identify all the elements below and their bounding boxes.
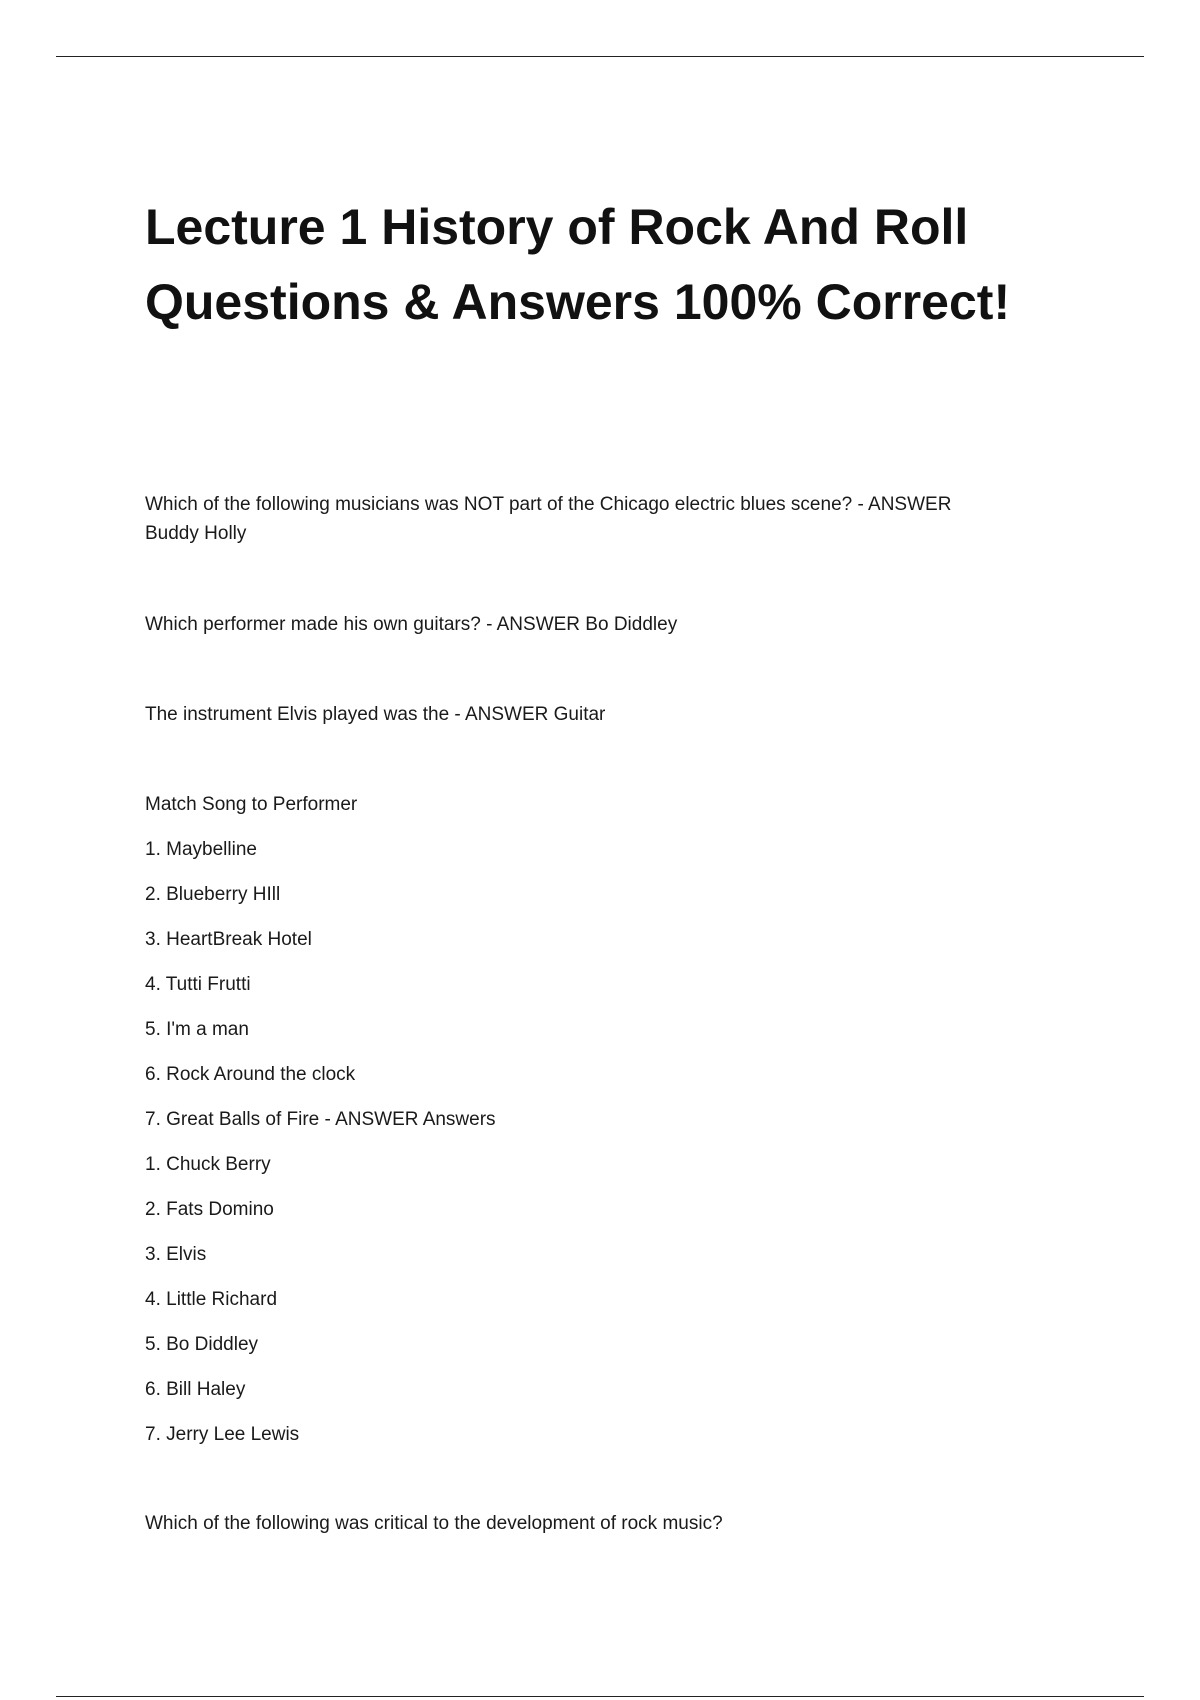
qa-item (145, 700, 1025, 729)
answer-item: 4. Little Richard (145, 1289, 278, 1310)
song-item: 4. Tutti Frutti (145, 974, 251, 995)
song-item: 5. I'm a man (145, 1019, 249, 1040)
qa-item (145, 1509, 1025, 1538)
question-text: Which of the following musicians was NOT part of the Chicago electric blues scene? - ANSWER (145, 494, 952, 515)
song-item: 2. Blueberry HIll (145, 884, 281, 905)
answer-item: 1. Chuck Berry (145, 1154, 271, 1175)
title-line-2: Questions & Answers 100% Correct! (145, 274, 1011, 330)
song-item: 1. Maybelline (145, 839, 257, 860)
document-title (145, 190, 1125, 340)
question-answer-text: Which performer made his own guitars? - ANSWER Bo Diddley (145, 614, 678, 635)
header-rule (56, 56, 1144, 57)
song-item: 3. HeartBreak Hotel (145, 929, 312, 950)
answer-item: 5. Bo Diddley (145, 1334, 259, 1355)
match-section (145, 790, 1025, 1449)
title-line-1: Lecture 1 History of Rock And Roll (145, 199, 969, 255)
answer-item: 3. Elvis (145, 1244, 207, 1265)
match-heading: Match Song to Performer (145, 794, 358, 815)
answer-text: Buddy Holly (145, 523, 247, 544)
document-body (145, 490, 1025, 1538)
question-answer-text: The instrument Elvis played was the - ANSWER Guitar (145, 704, 606, 725)
answer-item: 6. Bill Haley (145, 1379, 246, 1400)
qa-item (145, 490, 1025, 548)
question-text: Which of the following was critical to the development of rock music? (145, 1513, 723, 1534)
answer-item: 7. Jerry Lee Lewis (145, 1424, 300, 1445)
song-item: 6. Rock Around the clock (145, 1064, 356, 1085)
song-item: 7. Great Balls of Fire - ANSWER Answers (145, 1109, 496, 1130)
footer-rule (56, 1696, 1144, 1697)
answer-item: 2. Fats Domino (145, 1199, 274, 1220)
qa-item (145, 610, 1025, 639)
